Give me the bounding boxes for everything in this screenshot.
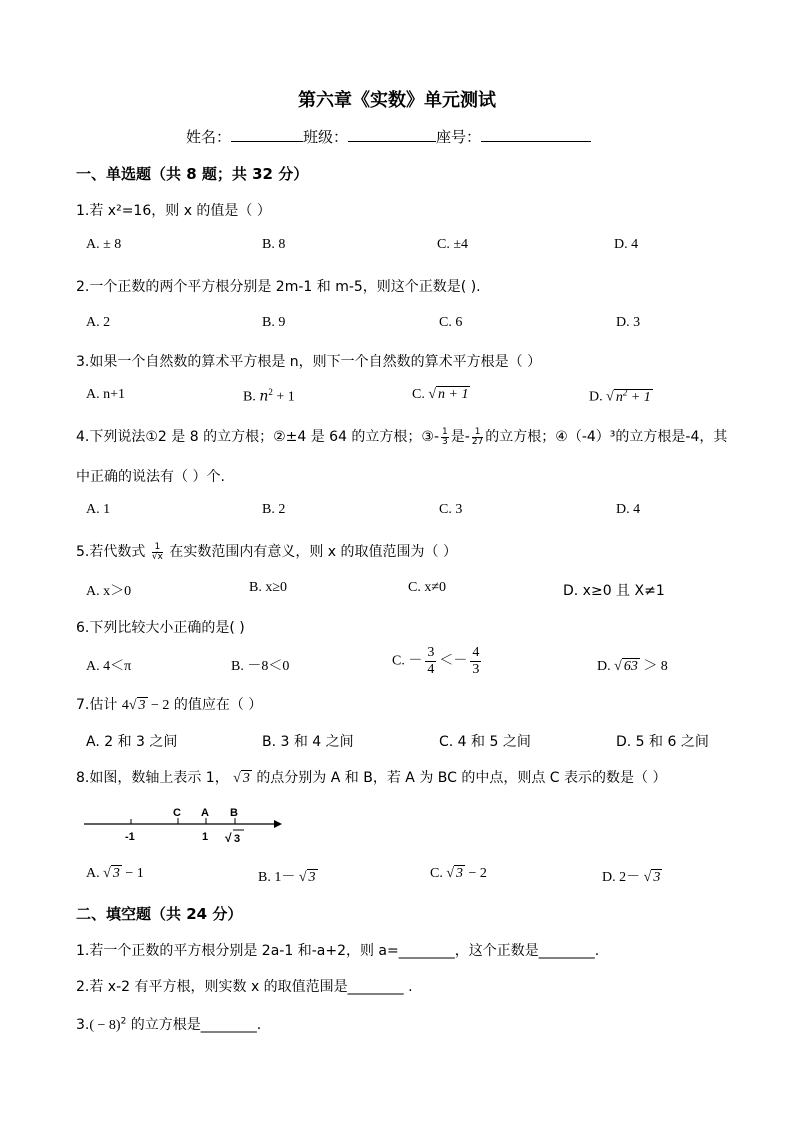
q2-option-c: C. 6 [439, 315, 463, 330]
q5-option-c: C. x≠0 [408, 580, 447, 595]
q2-option-d: D. 3 [616, 315, 641, 330]
q2-option-a: A. 2 [86, 315, 111, 330]
student-info-line [186, 126, 591, 147]
label-b: B [230, 807, 238, 819]
tick-label-radical-sign: √ [225, 831, 232, 845]
q4-option-b: B. 2 [262, 502, 286, 517]
q1-option-c: C. ±4 [437, 237, 469, 252]
name-label: 姓名： [186, 128, 232, 146]
q6-option-b: B. －8＜0 [231, 659, 290, 674]
q8-option-c: C. √ 3 − 2 [430, 866, 487, 881]
question-2-stem: 2.一个正数的两个平方根分别是 2m-1 和 m-5，则这个正数是( ). [76, 279, 481, 295]
q1-option-b: B. 8 [262, 237, 286, 252]
q6-option-c: C. － $\frac{3}{4}$ ＜－ $\frac{4}{3}$ [392, 645, 480, 677]
q7-option-a: A. 2 和 3 之间 [86, 734, 178, 750]
q7-option-d: D. 5 和 6 之间 [616, 734, 709, 750]
question-3-stem: 3.如果一个自然数的算术平方根是 n，则下一个自然数的算术平方根是（ ） [76, 354, 542, 370]
question-1-stem: 1.若 x²=16，则 x 的值是（ ） [76, 203, 271, 219]
q4-option-d: D. 4 [616, 502, 641, 517]
question-4-stem-line2: 中正确的说法有（ ）个. [76, 469, 225, 485]
class-blank[interactable] [348, 127, 436, 142]
section-heading-fill-in: 二、填空题（共 24 分） [76, 905, 243, 923]
q6-option-a: A. 4＜π [86, 659, 132, 674]
q3-option-d: D. √ $n^2 + 1$ [589, 387, 651, 405]
label-c: C [173, 807, 181, 819]
q3-option-c: C. √ n + 1 [412, 387, 469, 402]
q3-option-b: B. $n^2 + 1$ [243, 387, 295, 405]
question-7-stem: 7.估计 4√ 3 − 2 的值应在（ ） [76, 697, 263, 713]
q1-option-d: D. 4 [614, 237, 639, 252]
question-8-stem: 8.如图，数轴上表示 1， √ 3 的点分别为 A 和 B，若 A 为 BC 的中点，则点 C 表示的数是（ ） [76, 770, 667, 786]
q6-option-d: D. √ 63 ＞ 8 [597, 659, 668, 674]
q1-option-a: A. ± 8 [86, 237, 122, 252]
label-a: A [201, 807, 209, 819]
number-line-figure [80, 800, 290, 850]
fill-question-3: $3.( - 8)^2$ 的立方根是________. [76, 1016, 262, 1033]
q8-option-d: D. 2－ √ 3 [602, 870, 661, 885]
name-blank[interactable] [231, 127, 303, 142]
fill-question-1: 1.若一个正数的平方根分别是 2a-1 和-a+2，则 a=________，这个正数是________. [76, 943, 600, 959]
tick-label-minus-one: -1 [125, 831, 135, 843]
q7-option-b: B. 3 和 4 之间 [262, 734, 354, 750]
seat-label: 座号： [436, 128, 482, 146]
section-heading-single-choice: 一、单选题（共 8 题；共 32 分） [76, 165, 309, 183]
q8-option-b: B. 1－ √ 3 [258, 870, 316, 885]
seat-blank[interactable] [481, 127, 591, 142]
q3-option-a: A. n+1 [86, 387, 126, 402]
page-title: 第六章《实数》单元测试 [298, 90, 496, 111]
q5-option-b: B. x≥0 [249, 580, 288, 595]
fill-question-2: 2.若 x-2 有平方根，则实数 x 的取值范围是________ . [76, 979, 413, 995]
q5-option-a: A. x＞0 [86, 584, 132, 599]
question-6-stem: 6.下列比较大小正确的是( ) [76, 620, 245, 636]
number-line-arrow [274, 820, 282, 828]
q2-option-b: B. 9 [262, 315, 286, 330]
tick-label-sqrt3: 3 [234, 833, 241, 845]
question-5-stem: 5.若代数式 $\frac{1}{√x}$ 在实数范围内有意义，则 x 的取值范围为（ ） [76, 541, 457, 562]
question-4-stem-line1: 4.下列说法①2 是 8 的立方根；②±4 是 64 的立方根；③- $\frac{1}{3}$ 是- $\frac{1}{27}$ 的立方根；④（-4）³的立方根是-4，其 [76, 426, 728, 447]
q5-option-d: D. x≥0 且 X≠1 [563, 583, 665, 599]
q8-option-a: A. √ 3 − 1 [86, 866, 144, 881]
q7-option-c: C. 4 和 5 之间 [439, 734, 531, 750]
q4-option-c: C. 3 [439, 502, 463, 517]
tick-label-one: 1 [202, 831, 209, 843]
class-label: 班级： [303, 128, 349, 146]
q4-option-a: A. 1 [86, 502, 111, 517]
